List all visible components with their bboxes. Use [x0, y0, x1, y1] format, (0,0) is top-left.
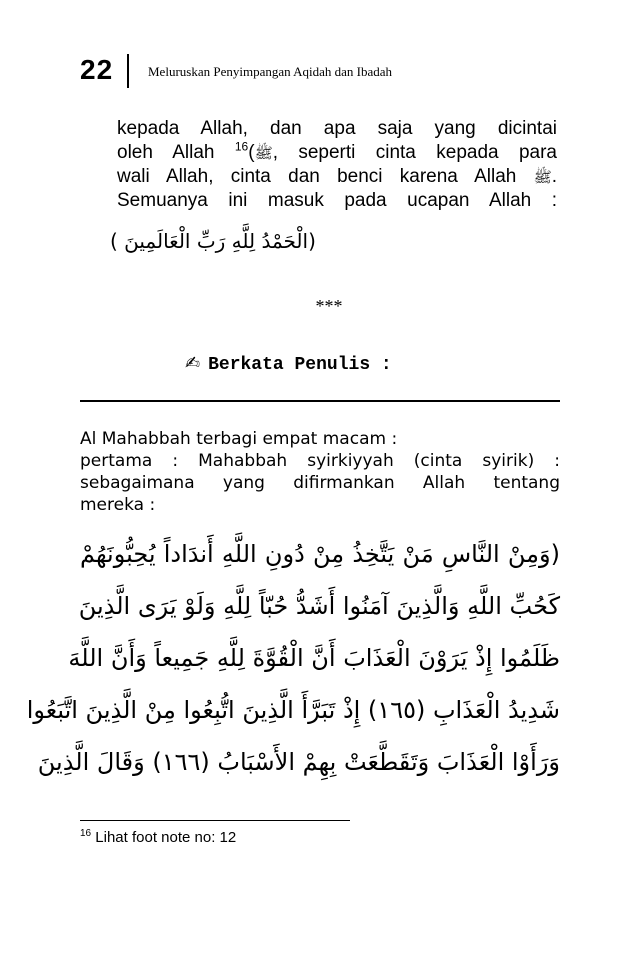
text-line: kepada Allah, dan apa saja yang dicintai [117, 118, 557, 139]
section-heading [185, 352, 392, 377]
section-heading-label: Berkata Penulis : [208, 355, 392, 375]
text-line: oleh Allah ﷺ)$^{16}$ , seperti cinta kepada para [117, 139, 557, 163]
arabic-line: شَدِيدُ الْعَذَابِ (١٦٥) إِذْ تَبَرَّأَ الَّذِينَ اتُّبِعُوا مِنْ الَّذِينَ اتَّبَعُوا [26, 696, 560, 724]
footnote-ref: 16 [234, 139, 249, 154]
page-header [80, 52, 560, 92]
text-line: mereka : [80, 495, 156, 515]
text-line: Semuanya ini masuk pada ucapan Allah : [117, 190, 557, 211]
salawat-symbol: ﷺ [533, 168, 552, 186]
text-line: wali Allah, cinta dan benci karena Allah ﷺ. [117, 166, 557, 187]
writing-hand-icon: ✍ [185, 353, 201, 374]
text-line: Al Mahabbah terbagi empat macam : [80, 429, 398, 449]
arabic-line: ظَلَمُوا إِذْ يَرَوْنَ الْعَذَابَ أَنَّ الْقُوَّةَ لِلَّهِ جَمِيعاً وَأَنَّ اللَّهَ [68, 644, 560, 672]
salawat-symbol: ﷺ [254, 144, 273, 162]
horizontal-rule [80, 400, 560, 402]
section-separator: *** [315, 296, 343, 316]
arabic-line: وَرَأَوْا الْعَذَابَ وَتَقَطَّعَتْ بِهِمْ الأَسْبَابُ (١٦٦) وَقَالَ الَّذِينَ [37, 748, 560, 776]
text-line: pertama : Mahabbah syirkiyyah (cinta syirik) : [80, 451, 560, 471]
body-paragraph-2 [80, 428, 560, 516]
quran-verse-block [26, 528, 560, 788]
footnote-number: 16 [80, 828, 92, 839]
body-paragraph-1 [117, 117, 557, 213]
footnote-divider [80, 820, 350, 821]
footnote [80, 828, 236, 848]
running-title: Meluruskan Penyimpangan Aqidah dan Ibadah [148, 64, 393, 79]
arabic-line: (وَمِنْ النَّاسِ مَنْ يَتَّخِذُ مِنْ دُونِ اللَّهِ أَندَاداً يُحِبُّونَهُمْ [80, 540, 560, 568]
header-divider [127, 54, 129, 88]
page-number: 22 [80, 54, 114, 85]
text-line: sebagaimana yang difirmankan Allah tentang [80, 473, 560, 493]
footnote-text: Lihat foot note no: 12 [91, 829, 237, 846]
arabic-hamdalah: (الْحَمْدُ لِلَّهِ رَبِّ الْعَالَمِينَ ) [110, 229, 316, 253]
arabic-line: كَحُبِّ اللَّهِ وَالَّذِينَ آمَنُوا أَشَدُّ حُبّاً لِلَّهِ وَلَوْ يَرَى الَّذِينَ [78, 592, 560, 620]
